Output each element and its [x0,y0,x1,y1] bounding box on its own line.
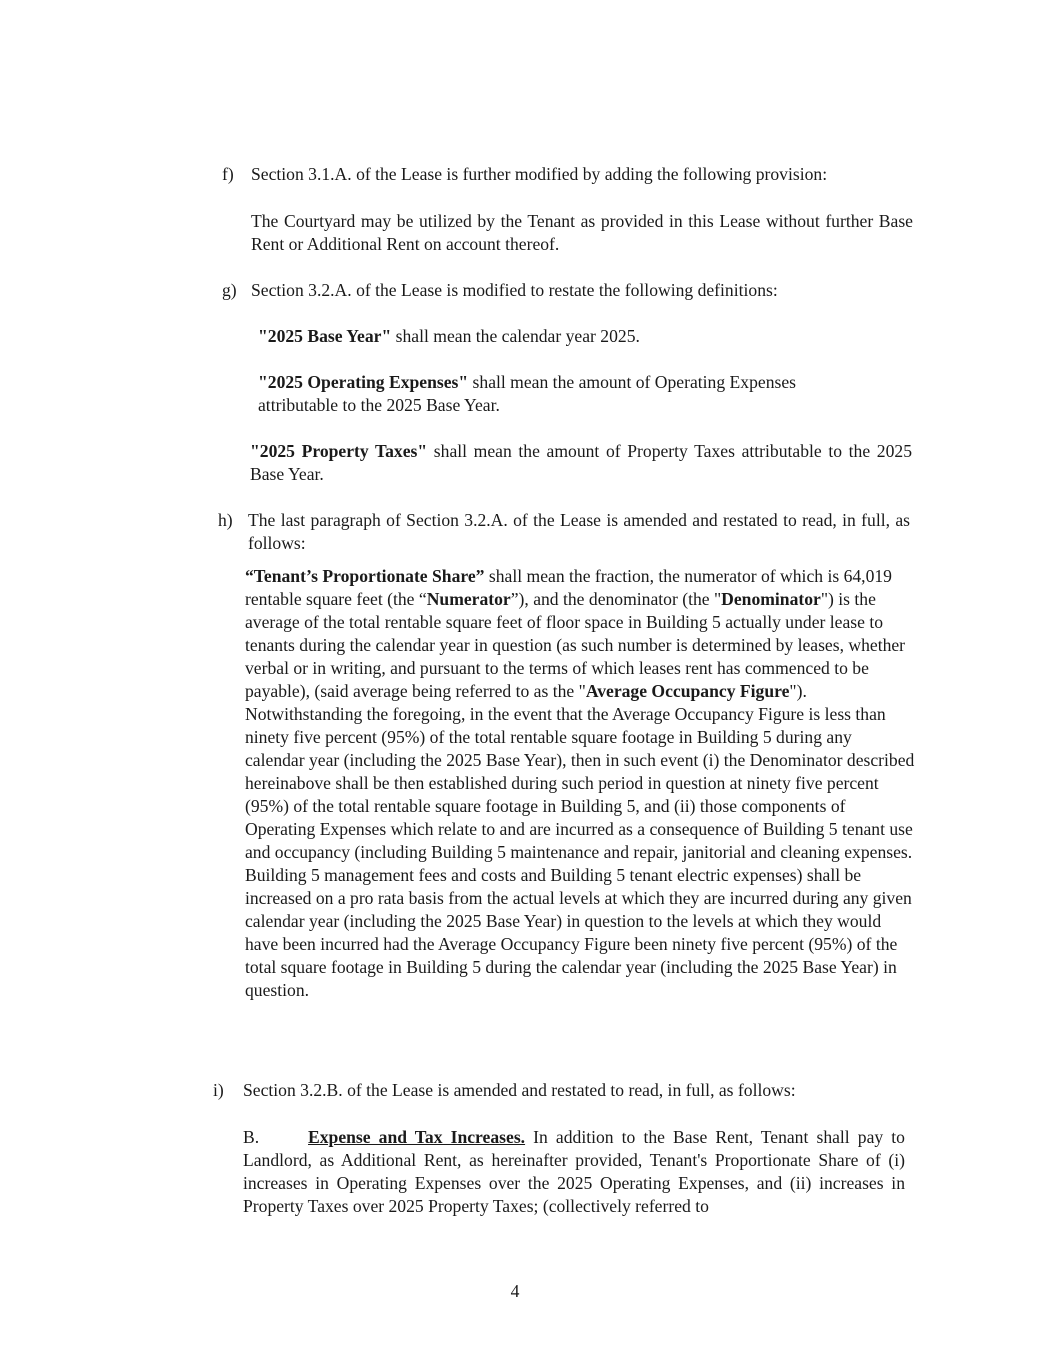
item-label-f: f) [222,164,234,184]
item-g-intro: Section 3.2.A. of the Lease is modified to restate the following definitions: [251,280,778,300]
item-label-i: i) [213,1080,224,1100]
definition-operating-expenses [258,371,878,417]
term-average-occupancy: Average Occupancy Figure [585,681,790,701]
item-h-definition-paragraph [245,565,915,1002]
section-heading: Expense and Tax Increases. [308,1127,526,1147]
paragraph-text: shall mean the fraction, the numerator of which is 64,019 rentable square feet (the “ [245,566,892,609]
item-f-intro: Section 3.1.A. of the Lease is further modified by adding the following provision: [251,164,828,184]
definition-property-taxes [250,440,912,486]
item-label-g: g) [222,280,237,300]
term-numerator: Numerator [426,589,511,609]
definition-text: shall mean the amount of Property Taxes attributable to the 2025 Base Year. [250,441,912,484]
definition-term: "2025 Base Year" [258,326,392,346]
paragraph-text: "). Notwithstanding the foregoing, in the event that the Average Occupancy Figure is less than ninety five percent (95%) of the total rentable square footage in Building 5 during any calendar year (including the 2025 Base Year), then in such event (i) the Denominator described hereinabove shall be then established during such period in question at ninety five percent (95%) of the total rentable square footage in Building 5, and (ii) those components of Operating Expenses which relate to and are incurred as a consequence of Building 5 tenant use and occupancy (including Building 5 maintenance and repair, janitorial and cleaning expenses. Building 5 management fees and costs and Building 5 tenant electric expenses) shall be increased on a pro rata basis from the actual levels at which they are incurred during any given calendar year (including the 2025 Base Year) in question to the levels at which they would have been incurred had the Average Occupancy Figure been ninety five percent (95%) of the total square footage in Building 5 during the calendar year (including the 2025 Base Year) in question. [245,681,915,1000]
definition-term: "2025 Property Taxes" [250,441,428,461]
definition-text: shall mean the calendar year 2025. [391,326,640,346]
definition-text: shall mean the amount of Operating Expenses attributable to the 2025 Base Year. [258,372,796,415]
item-label-h: h) [218,510,233,530]
term-denominator: Denominator [721,589,821,609]
item-i-section-b [243,1126,905,1218]
definition-base-year [258,325,908,348]
definition-term: "2025 Operating Expenses" [258,372,469,392]
sub-label: B. [243,1127,260,1147]
section-text: In addition to the Base Rent, Tenant shall pay to Landlord, as Additional Rent, as hereinafter provided, Tenant's Proportionate Share of (i) increases in Operating Expenses over the 2025 Operating Expenses, and (ii) increases in Property Taxes over 2025 Property Taxes; (collectively referred to [243,1127,905,1216]
term-proportionate-share: “Tenant’s Proportionate Share” [245,566,485,586]
paragraph-text: ”), and the denominator (the " [510,589,722,609]
item-f-body: The Courtyard may be utilized by the Tenant as provided in this Lease without further Base Rent or Additional Rent on account thereof. [251,211,913,254]
item-i-intro: Section 3.2.B. of the Lease is amended and restated to read, in full, as follows: [243,1080,796,1100]
page-number: 4 [510,1280,520,1301]
paragraph-text: ") is the average of the total rentable square feet of floor space in Building 5 actually under lease to tenants during the calendar year in question (as such number is determined by leases, whether verbal or in writing, and pursuant to the terms of which leases rent has commenced to be payable), (said average being referred to as the " [245,589,906,701]
item-h-intro: The last paragraph of Section 3.2.A. of the Lease is amended and restated to read, in full, as follows: [248,510,910,553]
